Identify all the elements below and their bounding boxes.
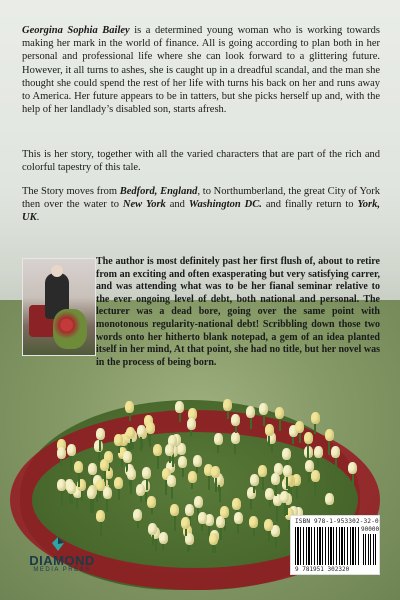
price-addon: 90000 (361, 526, 380, 533)
tulip-stem (149, 432, 151, 448)
tulip-stem (90, 497, 92, 513)
tulip-stem (275, 483, 277, 496)
tulip-stem (296, 484, 298, 499)
tulip-stem (61, 489, 63, 506)
tulip-flower (74, 461, 83, 473)
tulip-flower (231, 432, 240, 444)
tulip-stem (118, 487, 120, 500)
tulip-stem (262, 475, 264, 490)
barcode-bars (295, 527, 361, 565)
author-bio: The author is most definitely past her first flush of, about to retire from an exciting and often exasperating but very satisfying carrer, and was attending what was to be her fianal seminar relative to the ever ongoing level of debt, both national and personal. The lecturer was a dead bore, going over the same point with monotonous regularity-national debt! Scribbling down those two words onto her hitherto blank notepad, a gem of an idea planted itself in her mind, At that point, she had no title, but her novel was in the process of being born. (96, 256, 380, 368)
tulip-flower (187, 418, 196, 430)
publisher-subtitle: MEDIA PRESS (33, 567, 91, 573)
diamond-leaf-icon (50, 536, 66, 552)
tulip-stem (335, 456, 337, 473)
tulip-flower (125, 401, 134, 413)
tulip-flower (136, 484, 145, 496)
tulip-flower (216, 516, 225, 528)
tulip-flower (178, 456, 187, 468)
tulip-flower (67, 444, 76, 456)
tulip-flower (325, 429, 334, 441)
tulip-flower (249, 516, 258, 528)
tulip-flower (311, 470, 320, 482)
tulip-flower (153, 444, 162, 456)
tulip-flower (87, 487, 96, 499)
tulip-stem (307, 442, 309, 458)
tulip-flower (167, 475, 176, 487)
tulip-flower (96, 428, 105, 440)
tulip-flower (348, 462, 357, 474)
tulip-flower (194, 496, 203, 508)
tulip-flower (165, 444, 174, 456)
tulip-flower (100, 459, 109, 471)
tulip-stem (78, 471, 80, 487)
tulip-flower (282, 448, 291, 460)
tulip-flower (223, 399, 232, 411)
blurb-paragraph-3 (22, 185, 380, 225)
tulip-stem (70, 454, 72, 470)
protagonist-name: Georgina Sophia Bailey (22, 25, 130, 36)
tulip-flower (175, 401, 184, 413)
tulip-stem (220, 526, 222, 540)
tulip-flower (304, 432, 313, 444)
tulip-flower (67, 482, 76, 494)
tulip-stem (215, 476, 217, 491)
photo-flowers (53, 309, 87, 349)
tulip-stem (100, 520, 102, 536)
tulip-flower (198, 512, 207, 524)
tulip-stem (155, 537, 157, 551)
tulip-stem (106, 497, 108, 512)
tulip-flower (57, 447, 66, 459)
tulip-flower (142, 467, 151, 479)
tulip-stem (208, 474, 210, 490)
tulip-stem (314, 480, 316, 495)
tulip-flower (265, 488, 274, 500)
tulip-flower (88, 463, 97, 475)
tulip-flower (126, 427, 135, 439)
blurb-text-3d: and finally return to (261, 199, 358, 211)
tulip-stem (286, 475, 288, 489)
tulip-flower (170, 504, 179, 516)
photo-head (51, 265, 63, 277)
tulip-flower (325, 493, 334, 505)
place-new-york: New York (122, 199, 166, 211)
tulip-flower (147, 496, 156, 508)
tulip-flower (185, 504, 194, 516)
tulip-flower (148, 523, 157, 535)
tulip-flower (265, 424, 274, 436)
blurb-text-3c: and (165, 199, 189, 211)
blurb-text-1: is a determined young woman who is working towards making her mark in the world of finance. All is going according to plan both in her personal and professional life where she can look forward to a glittering future. However, it all turns to ashes, she is caught up in a dreadful scandal, and the man she thought she could spend the rest of her life with turns his back on her and runs away to America. Her future appears to be in tatters, but she picks herself up and, with the help of her landlady’s disabled son, starts afresh. (22, 25, 380, 116)
tulip-flower (96, 479, 105, 491)
tulip-stem (130, 478, 132, 494)
tulip-stem (268, 529, 270, 543)
tulip-flower (311, 412, 320, 424)
tulip-flower (123, 451, 132, 463)
place-york: York, UK (22, 199, 380, 224)
addon-bars (363, 534, 377, 565)
tulip-stem (268, 434, 270, 446)
blurb-text-3b: , to Northumberland, the great City of York then over the water to (22, 186, 380, 211)
blurb-paragraph-2: This is her story, together with all the varied characters that are part of the rich and colorful tapestry of this tale. (22, 149, 380, 174)
place-washington: Washington DC. (188, 199, 262, 211)
tulip-flower (232, 498, 241, 510)
tulip-flower (283, 465, 292, 477)
tulip-flower (314, 446, 323, 458)
isbn-barcode (290, 515, 380, 575)
tulip-flower (146, 422, 155, 434)
tulip-flower (231, 414, 240, 426)
author-photo (22, 258, 96, 356)
tulip-flower (280, 491, 289, 503)
tulip-flower (234, 512, 243, 524)
tulip-flower (193, 455, 202, 467)
tulip-stem (174, 514, 176, 531)
tulip-flower (246, 406, 255, 418)
tulip-flower (259, 403, 268, 415)
tulip-flower (137, 425, 146, 437)
tulip-stem (352, 472, 354, 486)
tulip-stem (284, 501, 286, 517)
tulip-flower (127, 468, 136, 480)
tulip-stem (171, 485, 173, 498)
tulip-flower (133, 509, 142, 521)
tulip-stem (250, 416, 252, 429)
publisher-logo (22, 536, 102, 576)
tulip-stem (275, 535, 277, 547)
isbn-digits: 9 781951 302320 (295, 566, 350, 573)
blurb-paragraph-1 (22, 24, 380, 116)
tulip-flower (181, 517, 190, 529)
tulip-flower (214, 433, 223, 445)
tulip-stem (314, 422, 316, 434)
place-bedford: Bedford, England (119, 186, 198, 197)
publisher-name: DIAMOND (29, 553, 95, 568)
blurb-text-3e: . (36, 212, 40, 224)
tulip-stem (157, 454, 159, 469)
tulip-flower (271, 473, 280, 485)
tulip-flower (57, 479, 66, 491)
tulip-flower (250, 474, 259, 486)
tulip-stem (140, 435, 142, 451)
tulip-stem (130, 437, 132, 450)
tulip-stem (99, 438, 101, 451)
tulip-stem (328, 439, 330, 454)
tulip-flower (211, 466, 220, 478)
tulip-stem (279, 417, 281, 431)
tulip-flower (96, 510, 105, 522)
tulip-flower (258, 465, 267, 477)
tulip-flower (114, 477, 123, 489)
tulip-flower (209, 533, 218, 545)
tulip-stem (81, 489, 83, 500)
tulip-flower (275, 407, 284, 419)
tulip-flower (264, 519, 273, 531)
tulip-flower (295, 421, 304, 433)
blurb-text-3a: The Story moves from (22, 186, 120, 197)
tulip-flower (331, 446, 340, 458)
isbn-label: ISBN 978-1-953302-32-0 (295, 518, 379, 525)
tulip-flower (159, 532, 168, 544)
tulip-stem (276, 504, 278, 522)
